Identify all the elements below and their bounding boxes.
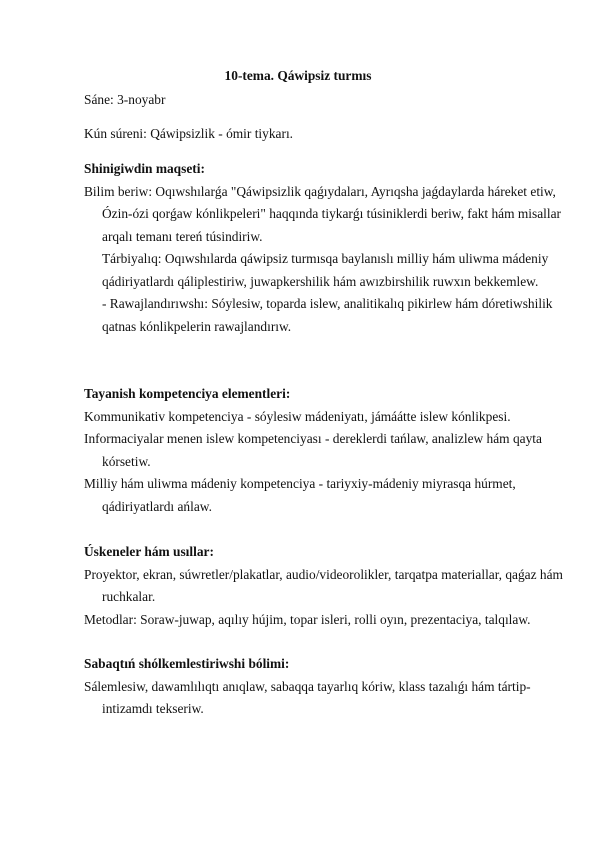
- date-line: [84, 89, 564, 112]
- goal-section: [84, 158, 564, 338]
- topic-line: [84, 123, 564, 146]
- competency-information: Informaciyalar menen islew kompetenciyası - dereklerdi tańlaw, analizlew hám qayta kórsetiw.: [84, 431, 542, 469]
- competency-cultural: Milliy hám uliwma mádeniy kompetenciya - tariyxiy-mádeniy miyrasqa húrmet, qádiriyatlardı ańlaw.: [84, 476, 516, 514]
- organization-heading: Sabaqtıń shólkemlestiriwshi bólimi:: [84, 656, 290, 671]
- goal-upbringing: Tárbiyalıq: Oqıwshılarda qáwipsiz turmısqa baylanıslı milliy hám uliwma mádeniy qádiriyatlardı qáliplestiriw, juwapkershilik hám awızbirshilik ruwxın bekkemlew.: [102, 251, 549, 289]
- goal-development: - Rawajlandırıwshı: Sóylesiw, toparda islew, analitikalıq pikirlew hám dóretiwshilik qatnas kónlikpelerin rawajlandırıw.: [102, 296, 553, 334]
- lesson-title: 10-tema. Qáwipsiz turmıs: [224, 68, 372, 83]
- equipment-heading: Úskeneler hám usıllar:: [84, 544, 214, 559]
- equipment-section: [84, 541, 564, 631]
- competencies-section: [84, 383, 564, 518]
- competency-communicative: Kommunikativ kompetenciya - sóylesiw mádeniyatı, jámáátte islew kónlikpesi.: [84, 408, 511, 424]
- equipment-tools: Proyektor, ekran, súwretler/plakatlar, audio/videorolikler, tarqatpa materiallar, qaǵaz hám ruchkalar.: [84, 566, 563, 604]
- goal-knowledge: Bilim beriw: Oqıwshılarǵa "Qáwipsizlik qaǵıydaları, Ayrıqsha jaǵdaylarda háreket etiw, Ózin-ózi qorǵaw kónlikpeleri" haqqında tiykarǵı túsiniklerdi beriw, fakt hám misallar arqalı temanı tereń túsindiriw.: [84, 183, 562, 244]
- goal-heading: Shinigiwdin maqseti:: [84, 161, 205, 176]
- topic-of-day: Kún súreni: Qáwipsizlik - ómir tiykarı.: [84, 126, 294, 141]
- organization-text: Sálemlesiw, dawamlılıqtı anıqlaw, sabaqqa tayarlıq kóriw, klass tazalıǵı hám tártip-intizamdı tekseriw.: [84, 678, 531, 716]
- organization-section: [84, 653, 564, 721]
- equipment-methods: Metodlar: Soraw-juwap, aqılıy hújim, topar isleri, rolli oyın, prezentaciya, talqılaw.: [84, 611, 531, 627]
- competencies-heading: Tayanish kompetenciya elementleri:: [84, 386, 291, 401]
- lesson-date: Sáne: 3-noyabr: [84, 92, 166, 107]
